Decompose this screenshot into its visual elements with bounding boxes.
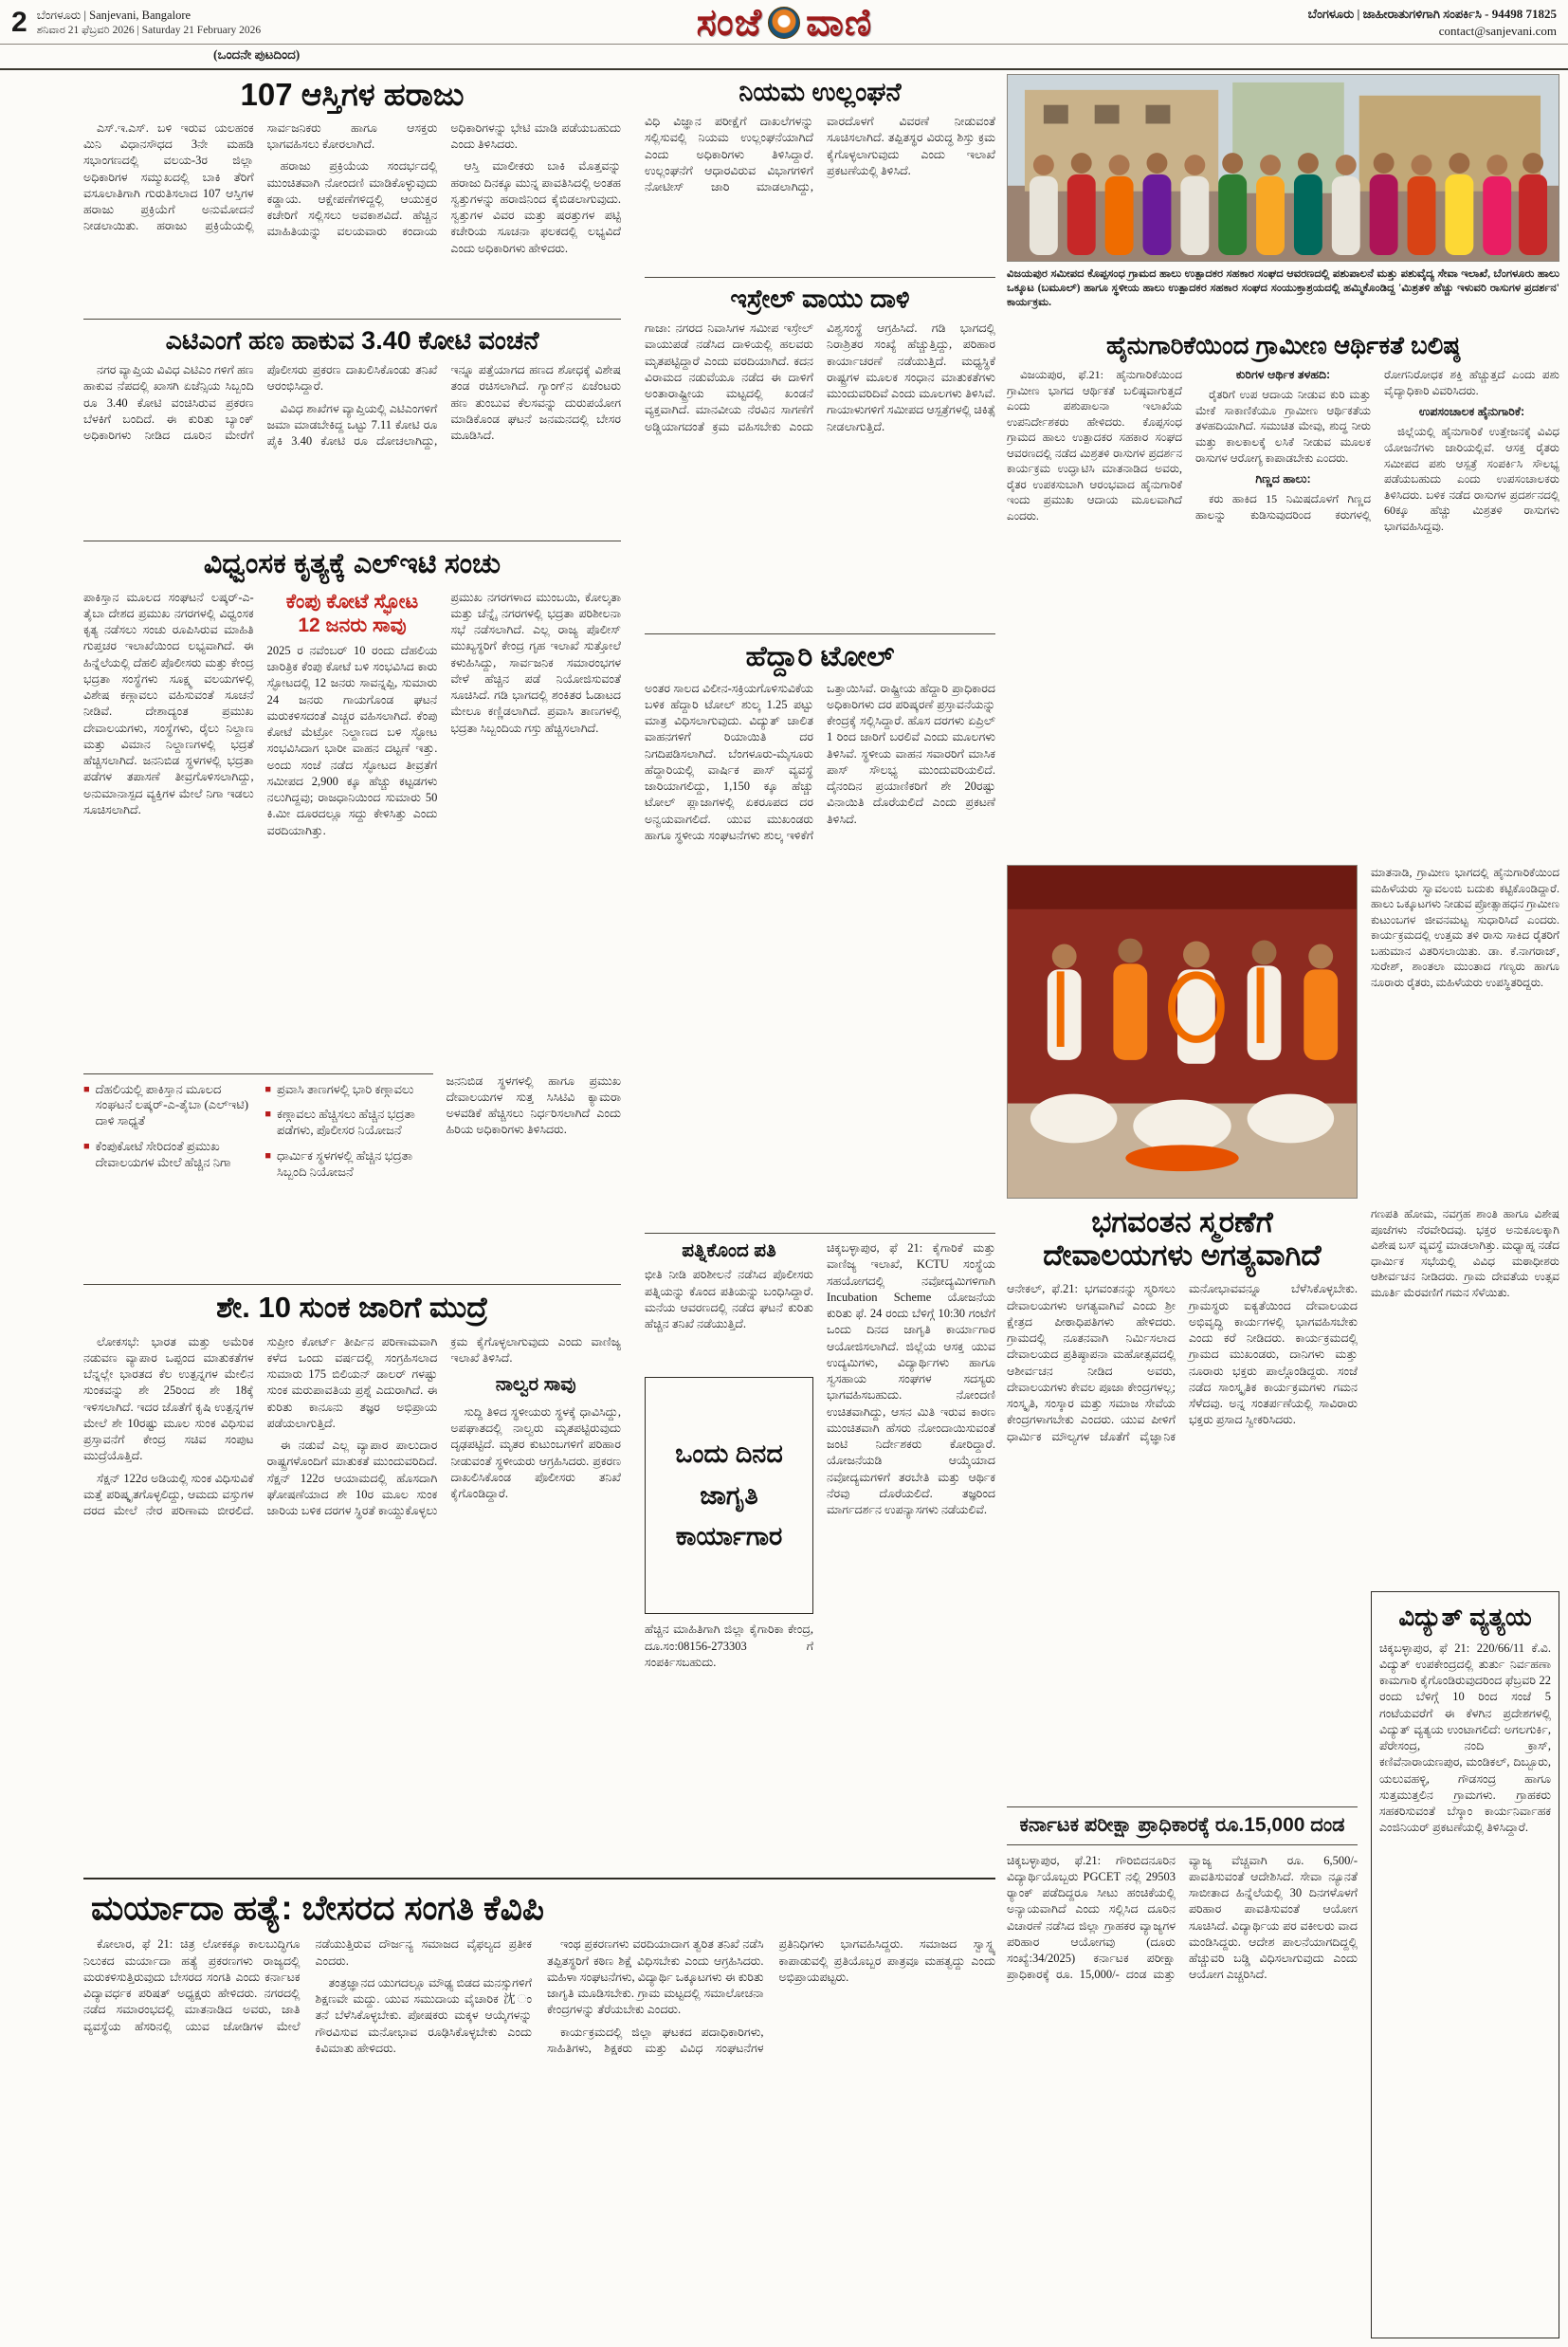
bullet-list-left: [83, 1082, 251, 1273]
dairy-event-photo: [1007, 74, 1559, 262]
body-text: ಕೋಲಾರ, ಫೆ 21: ಚಿತ್ರ ಲೋಕಕ್ಕೂ ಕಾಲಬುದ್ಧಿಗೂ ನಿಲುಕದ ಮರ್ಯಾದಾ ಹತ್ಯೆ ಪ್ರಕರಣಗಳು ರಾಜ್ಯದಲ್ಲಿ ಮರುಕಳಿಸುತ್ತಿರುವುದು ಬೇಸರದ ಸಂಗತಿ ಎಂದು ಕರ್ನಾಟಕ ವಿದ್ಯಾವರ್ಧಕ ಪರಿಷತ್ ಅಧ್ಯಕ್ಷರು ಹೇಳಿದರು. ನಗರದಲ್ಲಿ ನಡೆದ ಸಮಾರಂಭದಲ್ಲಿ ಮಾತನಾಡಿದ ಅವರು, ಜಾತಿ ವ್ಯವಸ್ಥೆಯ ಹೆಸರಿನಲ್ಲಿ ಯುವ ಜೋಡಿಗಳ ಮೇಲೆ ನಡೆಯುತ್ತಿರುವ ದೌರ್ಜನ್ಯ ಸಮಾಜದ ವೈಫಲ್ಯದ ಪ್ರತೀಕ ಎಂದರು.: [83, 1937, 532, 2033]
body-text: ಜನನಿಬಿಡ ಸ್ಥಳಗಳಲ್ಲಿ ಹಾಗೂ ಪ್ರಮುಖ ದೇವಾಲಯಗಳ ಸುತ್ತ ಸಿಸಿಟಿವಿ ಕ್ಯಾಮರಾ ಅಳವಡಿಕೆ ಹೆಚ್ಚಿಸಲು ನಿರ್ಧರಿಸಲಾಗಿದೆ ಎಂದು ಹಿರಿಯ ಅಧಿಕಾರಿಗಳು ತಿಳಿಸಿದರು.: [446, 1073, 621, 1137]
body-text: ವಿಧಿ ವಿಜ್ಞಾನ ಪರೀಕ್ಷೆಗೆ ದಾಖಲೆಗಳನ್ನು ಸಲ್ಲಿಸುವಲ್ಲಿ ನಿಯಮ ಉಲ್ಲಂಘನೆಯಾಗಿದೆ ಎಂದು ಅಧಿಕಾರಿಗಳು ತಿಳಿಸಿದ್ದಾರೆ. ಉಲ್ಲಂಘನೆಗೆ ಆಧಾರವಿರುವ ವಿಭಾಗಗಳಿಗೆ ನೋಟೀಸ್ ಜಾರಿ ಮಾಡಲಾಗಿದ್ದು, ವಾರದೊಳಗೆ ವಿವರಣೆ ನೀಡುವಂತೆ ಸೂಚಿಸಲಾಗಿದೆ. ತಪ್ಪಿತಸ್ಥರ ವಿರುದ್ಧ ಶಿಸ್ತು ಕ್ರಮ ಕೈಗೊಳ್ಳಲಾಗುವುದು ಎಂದು ಇಲಾಖೆ ಪ್ರಕಟಣೆಯಲ್ಲಿ ತಿಳಿಸಿದೆ.: [645, 115, 995, 194]
body-text: ಗಣಪತಿ ಹೋಮ, ನವಗ್ರಹ ಶಾಂತಿ ಹಾಗೂ ವಿಶೇಷ ಪೂಜೆಗಳು ನೆರವೇರಿದವು. ಭಕ್ತರ ಅನುಕೂಲಕ್ಕಾಗಿ ವಿಶೇಷ ಬಸ್ ವ್ಯವಸ್ಥೆ ಮಾಡಲಾಗಿತ್ತು. ಮಧ್ಯಾಹ್ನ ನಡೆದ ಧಾರ್ಮಿಕ ಸಭೆಯಲ್ಲಿ ವಿವಿಧ ಮಠಾಧೀಶರು ಆಶೀರ್ವಚನ ನೀಡಿದರು. ಗ್ರಾಮ ದೇವತೆಯ ಉತ್ಸವ ಮೂರ್ತಿ ಮೆರವಣಿಗೆ ಗಮನ ಸೆಳೆಯಿತು.: [1371, 1207, 1559, 1299]
power-outage-box: [1371, 1591, 1559, 2338]
power-outage-title: ವಿದ್ಯುತ್ ವ್ಯತ್ಯಯ: [1398, 1603, 1532, 1631]
bullet-square-icon: ■: [264, 1109, 271, 1121]
masthead-left: ಸಂಜೆ: [696, 1, 763, 44]
headline-temples: ಭಗವಂತನ ಸ್ಮರಣೆಗೆ ದೇವಾಲಯಗಳು ಅಗತ್ಯವಾಗಿದೆ: [1043, 1205, 1322, 1272]
headline-husband: ಪತ್ನಿಕೊಂದ ಪತಿ: [682, 1240, 776, 1261]
article-atm-fraud: [83, 319, 621, 539]
body-text: ರೈತರಿಗೆ ಉಪ ಆದಾಯ ನೀಡುವ ಕುರಿ ಮತ್ತು ಮೇಕೆ ಸಾಕಾಣಿಕೆಯೂ ಗ್ರಾಮೀಣ ಆರ್ಥಿಕತೆಯ ತಳಹದಿಯಾಗಿದೆ. ಸಮುಚಿತ ಮೇವು, ಶುದ್ಧ ನೀರು ಮತ್ತು ಕಾಲಕಾಲಕ್ಕೆ ಲಸಿಕೆ ನೀಡುವ ಮೂಲಕ ರಾಸುಗಳ ಆರೋಗ್ಯ ಕಾಪಾಡಬೇಕು ಎಂದರು.: [1195, 388, 1371, 465]
body-text: ಪ್ರಮುಖ ನಗರಗಳಾದ ಮುಂಬಯಿ, ಕೋಲ್ಕತಾ ಮತ್ತು ಚೆನ್ನೈ ನಗರಗಳಲ್ಲಿ ಭದ್ರತಾ ಪರಿಶೀಲನಾ ಸಭೆ ನಡೆಸಲಾಗಿದೆ. ಎಲ್ಲ ರಾಜ್ಯ ಪೊಲೀಸ್ ಮುಖ್ಯಸ್ಥರಿಗೆ ಕೇಂದ್ರ ಗೃಹ ಇಲಾಖೆ ಸುತ್ತೋಲೆ ಕಳುಹಿಸಿದ್ದು, ಸಾರ್ವಜನಿಕ ಸಮಾರಂಭಗಳ ವೇಳೆ ಹೆಚ್ಚಿನ ಪಡೆ ನಿಯೋಜಿಸುವಂತೆ ಸೂಚಿಸಿದೆ. ಗಡಿ ಭಾಗದಲ್ಲಿ ಶಂಕಿತರ ಓಡಾಟದ ಮೇಲೂ ಕಣ್ಣಿಡಲಾಗಿದೆ. ಪ್ರವಾಸಿ ತಾಣಗಳಲ್ಲಿ ಭದ್ರತಾ ಸಿಬ್ಬಂದಿಯ ಗಸ್ತು ಹೆಚ್ಚಿಸಲಾಗಿದೆ.: [450, 590, 622, 735]
headline-rule-violation: ನಿಯಮ ಉಲ್ಲಂಘನೆ: [738, 78, 902, 106]
bullet-square-icon: ■: [83, 1083, 90, 1095]
headline-honour-killing: ಮರ್ಯಾದಾ ಹತ್ಯೆ: ಬೇಸರದ ಸಂಗತಿ ಕೆವಿಪಿ: [91, 1888, 544, 1927]
body-text: ನಗರ ವ್ಯಾಪ್ತಿಯ ವಿವಿಧ ಎಟಿಎಂ ಗಳಿಗೆ ಹಣ ಹಾಕುವ ನೆಪದಲ್ಲಿ ಖಾಸಗಿ ಏಜೆನ್ಸಿಯ ಸಿಬ್ಬಂದಿ ರೂ 3.40 ಕೋಟಿ ವಂಚಿಸಿರುವ ಪ್ರಕರಣ ಬೆಳಕಿಗೆ ಬಂದಿದೆ. ಈ ಕುರಿತು ಬ್ಯಾಂಕ್ ಅಧಿಕಾರಿಗಳು ನೀಡಿದ ದೂರಿನ ಮೇರೆಗೆ ಪೊಲೀಸರು ಪ್ರಕರಣ ದಾಖಲಿಸಿಕೊಂಡು ತನಿಖೆ ಆರಂಭಿಸಿದ್ದಾರೆ.: [83, 363, 438, 443]
workshop-box-title: ಕಾರ್ಯಾಗಾರ: [675, 1522, 783, 1551]
temple-photo-graphic: [1008, 866, 1357, 1198]
body-text: ವಿವಿಧ ಶಾಖೆಗಳ ವ್ಯಾಪ್ತಿಯಲ್ಲಿ ಎಟಿಎಂಗಳಿಗೆ ಜಮಾ ಮಾಡಬೇಕಿದ್ದ ಒಟ್ಟು 7.11 ಕೋಟಿ ರೂ ಪೈಕಿ 3.40 ಕೋಟಿ ರೂ ದೋಚಲಾಗಿದ್ದು, ಇನ್ನೂ ಪತ್ತೆಯಾಗದ ಹಣದ ಶೋಧಕ್ಕೆ ವಿಶೇಷ ತಂಡ ರಚಿಸಲಾಗಿದೆ. ಗ್ಯಾಂಗ್‌ನ ಏಜೆಂಟರು ಹಣ ತುಂಬುವ ಕೆಲಸವನ್ನು ದುರುಪಯೋಗ ಮಾಡಿಕೊಂಡ ಘಟನೆ ಜನಮನದಲ್ಲಿ ಬೇಸರ ಮೂಡಿಸಿದೆ.: [266, 363, 621, 449]
headline-exam-fine: ಕರ್ನಾಟಕ ಪರೀಕ್ಷಾ ಪ್ರಾಧಿಕಾರಕ್ಕೆ ರೂ.15,000 ದಂಡ: [1007, 1806, 1358, 1844]
workshop-box-title: ಒಂದು ದಿನದ: [675, 1439, 783, 1468]
right-middle-row: [1007, 865, 1559, 1199]
body-text: ಕರು ಹಾಕಿದ 15 ನಿಮಿಷದೊಳಗೆ ಗಿಣ್ಣದ ಹಾಲನ್ನು ಕುಡಿಸುವುದರಿಂದ ಕರುಗಳಲ್ಲಿ ರೋಗನಿರೋಧಕ ಶಕ್ತಿ ಹೆಚ್ಚುತ್ತದೆ ಎಂದು ಪಶು ವೈದ್ಯಾಧಿಕಾರಿ ವಿವರಿಸಿದರು.: [1195, 368, 1559, 522]
date-line: ಶನಿವಾರ 21 ಫೆಬ್ರವರಿ 2026 | Saturday 21 February 2026: [36, 24, 262, 36]
dairy-photo-caption: ವಿಜಯಪುರ ಸಮೀಪದ ಕೊಪ್ಪಸಂಧ ಗ್ರಾಮದ ಹಾಲು ಉತ್ಪಾದಕರ ಸಹಕಾರ ಸಂಘದ ಆವರಣದಲ್ಲಿ ಪಶುಪಾಲನೆ ಮತ್ತು ಪಶುವೈದ್ಯ ಸೇವಾ ಇಲಾಖೆ, ಬೆಂಗಳೂರು ಹಾಲು ಒಕ್ಕೂಟ (ಬಮೂಲ್) ಹಾಗೂ ಸ್ಥಳೀಯ ಹಾಲು ಉತ್ಪಾದಕರ ಸಹಕಾರ ಸಂಘದ ಸಂಯುಕ್ತಾಶ್ರಯದಲ್ಲಿ ಹಮ್ಮಿಕೊಂಡಿದ್ದ 'ಮಿಶ್ರತಳಿ ಹೆಚ್ಚು ಇಳುವರಿ ರಾಸುಗಳ ಪ್ರದರ್ಶನ' ಕಾರ್ಯಕ್ರಮ.: [1007, 268, 1559, 308]
article-rule-violation: [645, 78, 995, 275]
bullet-item: ಕಣ್ಗಾವಲು ಹೆಚ್ಚಿಸಲು ಹೆಚ್ಚಿನ ಭದ್ರತಾ ಪಡೆಗಳು, ಪೊಲೀಸರ ನಿಯೋಜನೆ: [277, 1107, 415, 1138]
body-text: ಭೀತಿ ನೀಡಿ ಪರಿಶೀಲನೆ ನಡೆಸಿದ ಪೊಲೀಸರು ಪತ್ನಿಯನ್ನು ಕೊಂದ ಪತಿಯನ್ನು ಬಂಧಿಸಿದ್ದಾರೆ. ಮನೆಯ ಆವರಣದಲ್ಲಿ ನಡೆದ ಘಟನೆ ಕುರಿತು ಹೆಚ್ಚಿನ ತನಿಖೆ ನಡೆಯುತ್ತಿದೆ.: [645, 1268, 813, 1331]
body-text: ಹೆಚ್ಚಿನ ಮಾಹಿತಿಗಾಗಿ ಜಿಲ್ಲಾ ಕೈಗಾರಿಕಾ ಕೇಂದ್ರ, ದೂ.ಸಂ:08156-273303 ಗೆ ಸಂಪರ್ಕಿಸಬಹುದು.: [645, 1623, 813, 1669]
article-dairy: [1007, 332, 1559, 859]
article-auction: [83, 78, 621, 317]
subheadline-four-dead: ನಾಲ್ವರ ಸಾವು: [495, 1374, 576, 1396]
article-israel-strike: [645, 277, 995, 632]
bullet-item: ಕೆಂಪುಕೋಟೆ ಸೇರಿದಂತೆ ಪ್ರಮುಖ ದೇವಾಲಯಗಳ ಮೇಲೆ ಹೆಚ್ಚಿನ ನಿಗಾ: [95, 1139, 231, 1170]
subhead-deputy-director: ಉಪಸಂಚಾಲಕ ಹೈನುಗಾರಿಕೆ:: [1418, 405, 1525, 419]
temple-event-photo: [1007, 865, 1358, 1199]
body-text: ಚಿಕ್ಕಬಳ್ಳಾಪುರ, ಫೆ 21: ಕೈಗಾರಿಕೆ ಮತ್ತು ವಾಣಿಜ್ಯ ಇಲಾಖೆ, KCTU ಸಂಸ್ಥೆಯ ಸಹಯೋಗದಲ್ಲಿ ನವೋದ್ಯಮಿಗಳಿಗಾಗಿ Incubation Scheme ಯೋಜನೆಯ ಕುರಿತು ಫೆ. 24 ರಂದು ಬೆಳಿಗ್ಗೆ 10:30 ಗಂಟೆಗೆ ಒಂದು ದಿನದ ಜಾಗೃತಿ ಕಾರ್ಯಾಗಾರ ಆಯೋಜಿಸಲಾಗಿದೆ. ಜಿಲ್ಲೆಯ ಆಸಕ್ತ ಯುವ ಉದ್ಯಮಿಗಳು, ವಿದ್ಯಾರ್ಥಿಗಳು ಹಾಗೂ ಸ್ವಸಹಾಯ ಸಂಘಗಳ ಸದಸ್ಯರು ಭಾಗವಹಿಸಬಹುದು. ನೋಂದಣಿ ಉಚಿತವಾಗಿದ್ದು, ಆಸನ ಮಿತಿ ಇರುವ ಕಾರಣ ಮುಂಚಿತವಾಗಿ ಹೆಸರು ನೋಂದಾಯಿಸುವಂತೆ ಜಂಟಿ ನಿರ್ದೇಶಕರು ಕೋರಿದ್ದಾರೆ. ಯೋಜನೆಯಡಿ ಆಯ್ಕೆಯಾದ ನವೋದ್ಯಮಗಳಿಗೆ ತರಬೇತಿ ಮತ್ತು ಆರ್ಥಿಕ ನೆರವು ದೊರೆಯಲಿದೆ. ತಜ್ಞರಿಂದ ಮಾರ್ಗದರ್ಶನ ಉಪನ್ಯಾಸಗಳು ನಡೆಯಲಿವೆ.: [827, 1241, 995, 1516]
body-text: ಕಾರ್ಯಕ್ರಮದಲ್ಲಿ ಜಿಲ್ಲಾ ಘಟಕದ ಪದಾಧಿಕಾರಿಗಳು, ಸಾಹಿತಿಗಳು, ಶಿಕ್ಷಕರು ಮತ್ತು ವಿವಿಧ ಸಂಘಟನೆಗಳ ಪ್ರತಿನಿಧಿಗಳು ಭಾಗವಹಿಸಿದ್ದರು. ಸಮಾಜದ ಸ್ವಾಸ್ಥ್ಯ ಕಾಪಾಡುವಲ್ಲಿ ಪ್ರತಿಯೊಬ್ಬರ ಪಾತ್ರವೂ ಮಹತ್ವದ್ದು ಎಂದು ಅಭಿಪ್ರಾಯಪಟ್ಟರು.: [547, 1937, 995, 2055]
header-rule: [0, 44, 1568, 45]
body-text: ಆಸ್ತಿ ಮಾಲೀಕರು ಬಾಕಿ ಮೊತ್ತವನ್ನು ಹರಾಜು ದಿನಕ್ಕೂ ಮುನ್ನ ಪಾವತಿಸಿದಲ್ಲಿ ಅಂತಹ ಸ್ವತ್ತುಗಳನ್ನು ಹರಾಜಿನಿಂದ ಕೈಬಿಡಲಾಗುವುದು. ಸ್ವತ್ತುಗಳ ವಿವರ ಮತ್ತು ಷರತ್ತುಗಳ ಪಟ್ಟಿ ಕಚೇರಿಯ ಸೂಚನಾ ಫಲಕದಲ್ಲಿ ಲಭ್ಯವಿದೆ ಎಂದು ಅಧಿಕಾರಿಗಳು ಹೇಳಿದರು.: [450, 159, 621, 255]
article-highway-toll: [645, 633, 995, 1231]
body-text: ವಿಜಯಪುರ, ಫೆ.21: ಹೈನುಗಾರಿಕೆಯಿಂದ ಗ್ರಾಮೀಣ ಭಾಗದ ಆರ್ಥಿಕತೆ ಬಲಿಷ್ಠವಾಗುತ್ತದೆ ಎಂದು ಪಶುಪಾಲನಾ ಇಲಾಖೆಯ ಉಪನಿರ್ದೇಶಕರು ಹೇಳಿದರು. ಕೊಪ್ಪಸಂಧ ಗ್ರಾಮದ ಹಾಲು ಉತ್ಪಾದಕರ ಸಹಕಾರ ಸಂಘದ ಆವರಣದಲ್ಲಿ ನಡೆದ ಮಿಶ್ರತಳಿ ರಾಸುಗಳ ಪ್ರದರ್ಶನ ಕಾರ್ಯಕ್ರಮ ಉದ್ಘಾಟಿಸಿ ಮಾತನಾಡಿದ ಅವರು, ರೈತರ ಉಪಕಸುಬಾಗಿ ಆರಂಭವಾದ ಹೈನುಗಾರಿಕೆ ಇಂದು ಪ್ರಮುಖ ಆದಾಯ ಮೂಲವಾಗಿದೆ ಎಂದರು.: [1007, 368, 1182, 523]
page-header: [11, 1, 1557, 44]
article-tariff: [83, 1284, 621, 1876]
headline-atm-fraud: ಎಟಿಎಂಗೆ ಹಣ ಹಾಕುವ 3.40 ಕೋಟಿ ವಂಚನೆ: [165, 326, 539, 355]
bullet-square-icon: ■: [264, 1150, 271, 1163]
body-text: ಪಾಕಿಸ್ತಾನ ಮೂಲದ ಸಂಘಟನೆ ಲಷ್ಕರ್-ಎ-ತೈಬಾ ದೇಶದ ಪ್ರಮುಖ ನಗರಗಳಲ್ಲಿ ವಿಧ್ವಂಸಕ ಕೃತ್ಯ ನಡೆಸಲು ಸಂಚು ರೂಪಿಸಿರುವ ಮಾಹಿತಿ ಗುಪ್ತಚರ ಇಲಾಖೆಯಿಂದ ಲಭ್ಯವಾಗಿದೆ. ಈ ಹಿನ್ನೆಲೆಯಲ್ಲಿ ದೆಹಲಿ ಪೊಲೀಸರು ಮತ್ತು ಕೇಂದ್ರ ಭದ್ರತಾ ಸಂಸ್ಥೆಗಳು ಸೂಕ್ಷ್ಮ ವಲಯಗಳಲ್ಲಿ ವಿಶೇಷ ಕಣ್ಗಾವಲು ವಹಿಸುವಂತೆ ಸೂಚನೆ ನೀಡಿವೆ. ದೇಶಾದ್ಯಂತ ಪ್ರಮುಖ ದೇವಾಲಯಗಳು, ಸಂಸ್ಥೆಗಳು, ರೈಲು ನಿಲ್ದಾಣ ಮತ್ತು ವಿಮಾನ ನಿಲ್ದಾಣಗಳಲ್ಲಿ ಭದ್ರತೆ ಹೆಚ್ಚಿಸಲಾಗಿದೆ. ಜನನಿಬಿಡ ಸ್ಥಳಗಳಲ್ಲಿ ಭದ್ರತಾ ಪಡೆಗಳ ತಪಾಸಣೆ ತೀವ್ರಗೊಳಿಸಲಾಗಿದ್ದು, ಅನುಮಾನಾಸ್ಪದ ವ್ಯಕ್ತಿಗಳ ಮೇಲೆ ನಿಗಾ ಇಡಲು ಸೂಚಿಸಲಾಗಿದೆ.: [83, 590, 254, 816]
body-text: ಈ ನಡುವೆ ಎಲ್ಲ ವ್ಯಾಪಾರ ಪಾಲುದಾರ ರಾಷ್ಟ್ರಗಳೊಂದಿಗೆ ಮಾತುಕತೆ ಮುಂದುವರಿದಿದೆ. ಸೆಕ್ಷನ್ 122ರ ಆಯಾಮದಲ್ಲಿ ಹೊಸದಾಗಿ ಘೋಷಣೆಯಾದ ಶೇ 10ರ ಮೂಲ ಸುಂಕ ಜಾರಿಯ ಬಳಿಕ ದರಗಳ ಸ್ಥಿರತೆ ಕಾಯ್ದುಕೊಳ್ಳಲು ಕ್ರಮ ಕೈಗೊಳ್ಳಲಾಗುವುದು ಎಂದು ವಾಣಿಜ್ಯ ಇಲಾಖೆ ತಿಳಿಸಿದೆ.: [266, 1334, 621, 1518]
body-text: ಸೆಕ್ಷನ್ 122ರ ಅಡಿಯಲ್ಲಿ ಸುಂಕ ವಿಧಿಸುವಿಕೆ ಮತ್ತೆ ಪರಿಷ್ಕೃತಗೊಳ್ಳಲಿದ್ದು, ಆಮದು ವಸ್ತುಗಳ ದರದ ಮೇಲೆ ನೇರ ಪರಿಣಾಮ ಬೀರಲಿದೆ. ಸುಪ್ರೀಂ ಕೋರ್ಟ್ ತೀರ್ಪಿನ ಪರಿಣಾಮವಾಗಿ ಕಳೆದ ಒಂದು ವರ್ಷದಲ್ಲಿ ಸಂಗ್ರಹಿಸಲಾದ ಸುಮಾರು 175 ಬಿಲಿಯನ್ ಡಾಲರ್ ಗಳಷ್ಟು ಸುಂಕ ಮರುಪಾವತಿಯ ಪ್ರಶ್ನೆ ಎದುರಾಗಿದೆ. ಈ ಕುರಿತು ಕಾನೂನು ತಜ್ಞರ ಅಭಿಪ್ರಾಯ ಪಡೆಯಲಾಗುತ್ತಿದೆ.: [83, 1334, 438, 1518]
workshop-box: [645, 1377, 813, 1614]
dairy-photo-graphic: [1008, 75, 1559, 261]
body-text: ತಂತ್ರಜ್ಞಾನದ ಯುಗದಲ್ಲೂ ಮೌಢ್ಯ ಬಿಡದ ಮನಸ್ಸುಗಳಿಗೆ ಶಿಕ್ಷಣವೇ ಮದ್ದು. ಯುವ ಸಮುದಾಯ ವೈಚಾರಿಕ 沈ಂತನೆ ಬೆಳೆಸಿಕೊಳ್ಳಬೇಕು. ಪೋಷಕರು ಮಕ್ಕಳ ಆಯ್ಕೆಗಳನ್ನು ಗೌರವಿಸುವ ಮನೋಭಾವ ರೂಢಿಸಿಕೊಳ್ಳಬೇಕು ಎಂದು ಕಿವಿಮಾತು ಹೇಳಿದರು.: [315, 1975, 532, 2055]
headline-israel-strike: ಇಸ್ರೇಲ್ ವಾಯು ದಾಳಿ: [730, 284, 910, 313]
middle-bottom-row: [645, 1233, 995, 1874]
subhead-sheep-economy: ಕುರಿಗಳ ಆರ್ಥಿಕ ತಳಹದಿ:: [1235, 368, 1331, 382]
headline-highway-toll: ಹೆದ್ದಾರಿ ಟೋಲ್: [745, 641, 895, 672]
body-text: ಜಿಲ್ಲೆಯಲ್ಲಿ ಹೈನುಗಾರಿಕೆ ಉತ್ತೇಜನಕ್ಕೆ ವಿವಿಧ ಯೋಜನೆಗಳು ಜಾರಿಯಲ್ಲಿವೆ. ಆಸಕ್ತ ರೈತರು ಸಮೀಪದ ಪಶು ಆಸ್ಪತ್ರೆ ಸಂಪರ್ಕಿಸಿ ಸೌಲಭ್ಯ ಪಡೆಯಬಹುದು ಎಂದು ಉಪಸಂಚಾಲಕರು ತಿಳಿಸಿದರು. ಬಳಿಕ ನಡೆದ ರಾಸುಗಳ ಪ್ರದರ್ಶನದಲ್ಲಿ 60ಕ್ಕೂ ಹೆಚ್ಚು ಮಿಶ್ರತಳಿ ರಾಸುಗಳು ಭಾಗವಹಿಸಿದ್ದವು.: [1384, 425, 1559, 533]
body-text: 2025 ರ ನವೆಂಬರ್ 10 ರಂದು ದೆಹಲಿಯ ಚಾರಿತ್ರಿಕ ಕೆಂಪು ಕೋಟೆ ಬಳಿ ಸಂಭವಿಸಿದ ಕಾರು ಸ್ಫೋಟದಲ್ಲಿ 12 ಜನರು ಸಾವನ್ನಪ್ಪಿ, ಸುಮಾರು 24 ಜನರು ಗಾಯಗೊಂಡ ಘಟನೆ ಮರುಕಳಿಸದಂತೆ ಎಚ್ಚರ ವಹಿಸಲಾಗಿದೆ. ಕೆಂಪು ಕೋಟೆ ಮೆಟ್ರೋ ನಿಲ್ದಾಣದ ಬಳಿ ಸ್ಫೋಟ ಸಂಭವಿಸಿದಾಗ ಭಾರೀ ವಾಹನ ದಟ್ಟಣೆ ಇತ್ತು. ಅಂದು ಸಂಜೆ ನಡೆದ ಸ್ಫೋಟದ ತೀವ್ರತೆಗೆ ಸಮೀಪದ 2,900 ಕ್ಕೂ ಹೆಚ್ಚು ಕಟ್ಟಡಗಳು ನಲುಗಿದ್ದವು; ರಾಜಧಾನಿಯಿಂದ ಸುಮಾರು 50 ಕಿ.ಮೀ ದೂರದಲ್ಲೂ ಸದ್ದು ಕೇಳಿಸಿತ್ತು ಎಂದು ವರದಿಯಾಗಿತ್ತು.: [266, 643, 438, 837]
body-text: ಆನೇಕಲ್, ಫೆ.21: ಭಗವಂತನನ್ನು ಸ್ಮರಿಸಲು ದೇವಾಲಯಗಳು ಅಗತ್ಯವಾಗಿವೆ ಎಂದು ಶ್ರೀ ಕ್ಷೇತ್ರದ ಪೀಠಾಧಿಪತಿಗಳು ಹೇಳಿದರು. ಗ್ರಾಮದಲ್ಲಿ ನೂತನವಾಗಿ ನಿರ್ಮಿಸಲಾದ ದೇವಾಲಯದ ಪ್ರತಿಷ್ಠಾಪನಾ ಮಹೋತ್ಸವದಲ್ಲಿ ಆಶೀರ್ವಚನ ನೀಡಿದ ಅವರು, ದೇವಾಲಯಗಳು ಕೇವಲ ಪೂಜಾ ಕೇಂದ್ರಗಳಲ್ಲ; ಸಂಸ್ಕೃತಿ, ಸಂಸ್ಕಾರ ಮತ್ತು ಸಮಾಜ ಸೇವೆಯ ಕೇಂದ್ರಗಳಾಗಬೇಕು ಎಂದರು. ಯುವ ಪೀಳಿಗೆ ಧಾರ್ಮಿಕ ಮೌಲ್ಯಗಳ ಜೊತೆಗೆ ವೈಜ್ಞಾನಿಕ ಮನೋಭಾವವನ್ನೂ ಬೆಳೆಸಿಕೊಳ್ಳಬೇಕು. ಗ್ರಾಮಸ್ಥರು ಐಕ್ಯತೆಯಿಂದ ದೇವಾಲಯದ ಅಭಿವೃದ್ಧಿ ಕಾರ್ಯಗಳಲ್ಲಿ ಭಾಗವಹಿಸಬೇಕು ಎಂದು ಕರೆ ನೀಡಿದರು. ಕಾರ್ಯಕ್ರಮದಲ್ಲಿ ಗ್ರಾಮದ ಮುಖಂಡರು, ದಾನಿಗಳು ಮತ್ತು ನೂರಾರು ಭಕ್ತರು ಪಾಲ್ಗೊಂಡಿದ್ದರು. ಸಂಜೆ ನಡೆದ ಸಾಂಸ್ಕೃತಿಕ ಕಾರ್ಯಕ್ರಮಗಳು ಗಮನ ಸೆಳೆದವು. ಅನ್ನ ಸಂತರ್ಪಣೆಯಲ್ಲಿ ಸಾವಿರಾರು ಭಕ್ತರು ಪ್ರಸಾದ ಸ್ವೀಕರಿಸಿದರು.: [1007, 1282, 1358, 1443]
bullet-item: ದೆಹಲಿಯಲ್ಲಿ ಪಾಕಿಸ್ತಾನ ಮೂಲದ ಸಂಘಟನೆ ಲಷ್ಕರ್-ಎ-ತೈಬಾ (ಎಲ್‌ಇಟಿ) ದಾಳಿ ಸಾಧ್ಯತೆ: [95, 1081, 249, 1128]
security-bullet-lists: [83, 1073, 433, 1273]
redfort-blast-subhead: ಕೆಂಪು ಕೋಟೆ ಸ್ಫೋಟ 12 ಜನರು ಸಾವು: [285, 590, 419, 636]
headline-dairy: ಹೈನುಗಾರಿಕೆಯಿಂದ ಗ್ರಾಮೀಣ ಆರ್ಥಿಕತೆ ಬಲಿಷ್ಠ: [1105, 331, 1461, 359]
workshop-box-title: ಜಾಗೃತಿ: [700, 1480, 758, 1510]
subhead-colostrum: ಗಿಣ್ಣದ ಹಾಲು:: [1255, 472, 1311, 486]
article-let-conspiracy: [83, 541, 621, 1282]
masthead-logo-icon: [768, 7, 800, 39]
body-text: ಸುದ್ದಿ ತಿಳಿದ ಸ್ಥಳೀಯರು ಸ್ಥಳಕ್ಕೆ ಧಾವಿಸಿದ್ದು, ಅಪಘಾತದಲ್ಲಿ ನಾಲ್ವರು ಮೃತಪಟ್ಟಿರುವುದು ದೃಢಪಟ್ಟಿದೆ. ಮೃತರ ಕುಟುಂಬಗಳಿಗೆ ಪರಿಹಾರ ನೀಡುವಂತೆ ಸ್ಥಳೀಯರು ಆಗ್ರಹಿಸಿದರು. ಪ್ರಕರಣ ದಾಖಲಿಸಿಕೊಂಡ ಪೊಲೀಸರು ತನಿಖೆ ಕೈಗೊಂಡಿದ್ದಾರೆ.: [450, 1404, 621, 1501]
body-text: ಮಾತನಾಡಿ, ಗ್ರಾಮೀಣ ಭಾಗದಲ್ಲಿ ಹೈನುಗಾರಿಕೆಯಿಂದ ಮಹಿಳೆಯರು ಸ್ವಾವಲಂಬಿ ಬದುಕು ಕಟ್ಟಿಕೊಂಡಿದ್ದಾರೆ. ಹಾಲು ಒಕ್ಕೂಟಗಳು ನೀಡುವ ಪ್ರೋತ್ಸಾಹಧನ ಗ್ರಾಮೀಣ ಕುಟುಂಬಗಳ ಜೀವನಮಟ್ಟ ಸುಧಾರಿಸಿದೆ ಎಂದರು. ಕಾರ್ಯಕ್ರಮದಲ್ಲಿ ಉತ್ತಮ ತಳಿ ರಾಸು ಸಾಕಿದ ರೈತರಿಗೆ ಬಹುಮಾನ ವಿತರಿಸಲಾಯಿತು. ಡಾ. ಕೆ.ನಾಗರಾಜ್, ಸುರೇಶ್, ಶಾಂತಲಾ ಮುಂತಾದ ಗಣ್ಯರು ಹಾಗೂ ನೂರಾರು ರೈತರು, ಮಹಿಳೆಯರು ಉಪಸ್ಥಿತರಿದ್ದರು.: [1371, 866, 1559, 989]
headline-let-conspiracy: ವಿಧ್ವಂಸಕ ಕೃತ್ಯಕ್ಕೆ ಎಲ್‌ಇಟಿ ಸಂಚು: [203, 548, 501, 579]
headline-tariff: ಶೇ. 10 ಸುಂಕ ಜಾರಿಗೆ ಮುದ್ರೆ: [216, 1291, 488, 1324]
body-text: ಇಂಥ ಪ್ರಕರಣಗಳು ವರದಿಯಾದಾಗ ತ್ವರಿತ ತನಿಖೆ ನಡೆಸಿ ತಪ್ಪಿತಸ್ಥರಿಗೆ ಕಠಿಣ ಶಿಕ್ಷೆ ವಿಧಿಸಬೇಕು ಎಂದು ಆಗ್ರಹಿಸಿದರು. ಮಹಿಳಾ ಸಂಘಟನೆಗಳು, ವಿದ್ಯಾರ್ಥಿ ಒಕ್ಕೂಟಗಳು ಈ ಕುರಿತು ಜಾಗೃತಿ ಮೂಡಿಸಬೇಕು. ಗ್ರಾಮ ಮಟ್ಟದಲ್ಲಿ ಸಮಾಲೋಚನಾ ಕೇಂದ್ರಗಳನ್ನು ತೆರೆಯಬೇಕು ಎಂದರು.: [547, 1937, 764, 2017]
edition-line: ಬೆಂಗಳೂರು | Sanjevani, Bangalore: [36, 8, 191, 22]
right-bottom-row: [1007, 1206, 1559, 2338]
body-text: ಅಂತರ ಸಾಲದ ವಿಲೀನ-ಸಕ್ರಿಯಗೊಳಿಸುವಿಕೆಯ ಬಳಿಕ ಹೆದ್ದಾರಿ ಟೋಲ್ ಶುಲ್ಕ 1.25 ಪಟ್ಟು ಮಾತ್ರ ವಿಧಿಸಲಾಗುವುದು. ವಿದ್ಯುತ್ ಚಾಲಿತ ವಾಹನಗಳಿಗೆ ರಿಯಾಯಿತಿ ದರ ನಿಗದಿಪಡಿಸಲಾಗಿದೆ. ಬೆಂಗಳೂರು-ಮೈಸೂರು ಹೆದ್ದಾರಿಯಲ್ಲಿ ವಾರ್ಷಿಕ ಪಾಸ್ ವ್ಯವಸ್ಥೆ ಜಾರಿಯಾಗಲಿದ್ದು, 1,150 ಕ್ಕೂ ಹೆಚ್ಚು ಟೋಲ್ ಪ್ಲಾಜಾಗಳಲ್ಲಿ ಏಕರೂಪದ ದರ ಅನ್ವಯವಾಗಲಿದೆ. ಯುವ ಮುಖಂಡರು ಹಾಗೂ ಸ್ಥಳೀಯ ಸಂಘಟನೆಗಳು ಶುಲ್ಕ ಇಳಿಕೆಗೆ ಒತ್ತಾಯಿಸಿವೆ. ರಾಷ್ಟ್ರೀಯ ಹೆದ್ದಾರಿ ಪ್ರಾಧಿಕಾರದ ಅಧಿಕಾರಿಗಳು ದರ ಪರಿಷ್ಕರಣೆ ಪ್ರಸ್ತಾವನೆಯನ್ನು ಕೇಂದ್ರಕ್ಕೆ ಸಲ್ಲಿಸಿದ್ದಾರೆ. ಹೊಸ ದರಗಳು ಏಪ್ರಿಲ್ 1 ರಿಂದ ಜಾರಿಗೆ ಬರಲಿವೆ ಎಂದು ಮೂಲಗಳು ತಿಳಿಸಿವೆ. ಸ್ಥಳೀಯ ವಾಹನ ಸವಾರರಿಗೆ ಮಾಸಿಕ ಪಾಸ್ ಸೌಲಭ್ಯ ಮುಂದುವರಿಯಲಿದೆ. ದೈನಂದಿನ ಪ್ರಯಾಣಿಕರಿಗೆ ಶೇ 20ರಷ್ಟು ವಿನಾಯಿತಿ ದೊರೆಯಲಿದೆ ಎಂದು ಪ್ರಕಟಣೆ ತಿಳಿಸಿದೆ.: [645, 681, 995, 842]
bullet-item: ಧಾರ್ಮಿಕ ಸ್ಥಳಗಳಲ್ಲಿ ಹೆಚ್ಚಿನ ಭದ್ರತಾ ಸಿಬ್ಬಂದಿ ನಿಯೋಜನೆ: [277, 1148, 413, 1180]
bullet-list-right: [264, 1082, 432, 1273]
bullet-square-icon: ■: [264, 1083, 271, 1095]
bullet-square-icon: ■: [83, 1141, 90, 1153]
body-text: ಹರಾಜು ಪ್ರಕ್ರಿಯೆಯ ಸಂದರ್ಭದಲ್ಲಿ ಮುಂಚಿತವಾಗಿ ನೋಂದಣಿ ಮಾಡಿಕೊಳ್ಳುವುದು ಕಡ್ಡಾಯ. ಆಕ್ಷೇಪಣೆಗಳಿದ್ದಲ್ಲಿ ಆಯುಕ್ತರ ಕಚೇರಿಗೆ ಸಲ್ಲಿಸಲು ಅವಕಾಶವಿದೆ. ಹೆಚ್ಚಿನ ಮಾಹಿತಿಯನ್ನು ವಲಯವಾರು ಕಂದಾಯ ಅಧಿಕಾರಿಗಳನ್ನು ಭೇಟಿ ಮಾಡಿ ಪಡೆಯಬಹುದು ಎಂದು ತಿಳಿಸಿದರು.: [266, 120, 621, 239]
body-text: ಗಾಜಾ: ನಗರದ ನಿವಾಸಿಗಳ ಸಮೀಪ ಇಸ್ರೇಲ್ ವಾಯುಪಡೆ ನಡೆಸಿದ ದಾಳಿಯಲ್ಲಿ ಹಲವರು ಮೃತಪಟ್ಟಿದ್ದಾರೆ ಎಂದು ವರದಿಯಾಗಿದೆ. ಕದನ ವಿರಾಮದ ನಡುವೆಯೂ ನಡೆದ ಈ ದಾಳಿಗೆ ಅಂತಾರಾಷ್ಟ್ರೀಯ ಮಟ್ಟದಲ್ಲಿ ಖಂಡನೆ ವ್ಯಕ್ತವಾಗಿದೆ. ಮಾನವೀಯ ನೆರವಿನ ಸಾಗಣೆಗೆ ಅಡ್ಡಿಯಾಗದಂತೆ ಕ್ರಮ ವಹಿಸಬೇಕು ಎಂದು ವಿಶ್ವಸಂಸ್ಥೆ ಆಗ್ರಹಿಸಿದೆ. ಗಡಿ ಭಾಗದಲ್ಲಿ ನಿರಾಶ್ರಿತರ ಸಂಖ್ಯೆ ಹೆಚ್ಚುತ್ತಿದ್ದು, ಪರಿಹಾರ ಕಾರ್ಯಾಚರಣೆ ನಡೆಯುತ್ತಿದೆ. ಮಧ್ಯಸ್ಥಿಕೆ ರಾಷ್ಟ್ರಗಳ ಮೂಲಕ ಸಂಧಾನ ಮಾತುಕತೆಗಳು ಮುಂದುವರಿದಿವೆ ಎಂದು ಮೂಲಗಳು ತಿಳಿಸಿವೆ. ಗಾಯಾಳುಗಳಿಗೆ ಸಮೀಪದ ಆಸ್ಪತ್ರೆಗಳಲ್ಲಿ ಚಿಕಿತ್ಸೆ ನೀಡಲಾಗುತ್ತಿದೆ.: [645, 321, 995, 433]
body-text: ಎಸ್.ಇ.ಎಸ್. ಬಳಿ ಇರುವ ಯಲಹಂಕ ಮಿನಿ ವಿಧಾನಸೌಧದ 3ನೇ ಮಹಡಿ ಸಭಾಂಗಣದಲ್ಲಿ ವಲಯ-3ರ ಜಿಲ್ಲಾ ಅಧಿಕಾರಿಗಳ ಸಮ್ಮುಖದಲ್ಲಿ ಬಾಕಿ ತೆರಿಗೆ ವಸೂಲಾತಿಗಾಗಿ ಗುರುತಿಸಲಾದ 107 ಆಸ್ತಿಗಳ ಹರಾಜು ಪ್ರಕ್ರಿಯೆಗೆ ಅನುಮೋದನೆ ನೀಡಲಾಯಿತು. ಹರಾಜು ಪ್ರಕ್ರಿಯೆಯಲ್ಲಿ ಸಾರ್ವಜನಿಕರು ಹಾಗೂ ಆಸಕ್ತರು ಭಾಗವಹಿಸಲು ಕೋರಲಾಗಿದೆ.: [83, 120, 438, 233]
header-rule-2: [0, 68, 1568, 70]
headline-auction: 107 ಆಸ್ತಿಗಳ ಹರಾಜು: [240, 77, 465, 112]
body-text: ಚಿಕ್ಕಬಳ್ಳಾಪುರ, ಫೆ 21: 220/66/11 ಕೆ.ವಿ. ವಿದ್ಯುತ್ ಉಪಕೇಂದ್ರದಲ್ಲಿ ತುರ್ತು ನಿರ್ವಹಣಾ ಕಾಮಗಾರಿ ಕೈಗೊಂಡಿರುವುದರಿಂದ ಫೆಬ್ರವರಿ 22 ರಂದು ಬೆಳಿಗ್ಗೆ 10 ರಿಂದ ಸಂಜೆ 5 ಗಂಟೆಯವರೆಗೆ ಈ ಕೆಳಗಿನ ಪ್ರದೇಶಗಳಲ್ಲಿ ವಿದ್ಯುತ್ ವ್ಯತ್ಯಯ ಉಂಟಾಗಲಿದೆ: ಅಗಲಗುರ್ಕಿ, ಪೆರೇಸಂದ್ರ, ನಂದಿ ಕ್ರಾಸ್, ಕಣಿವೆನಾರಾಯಣಪುರ, ಮಂಡಿಕಲ್, ದಿಬ್ಬೂರು, ಯಲುವಹಳ್ಳಿ, ಗೌಡಸಂದ್ರ ಹಾಗೂ ಸುತ್ತಮುತ್ತಲಿನ ಗ್ರಾಮಗಳು. ಗ್ರಾಹಕರು ಸಹಕರಿಸುವಂತೆ ಬೆಸ್ಕಾಂ ಕಾರ್ಯನಿರ್ವಾಹಕ ಎಂಜಿನಿಯರ್ ಪ್ರಕಟಣೆಯಲ್ಲಿ ತಿಳಿಸಿದ್ದಾರೆ.: [1379, 1641, 1551, 1835]
bullet-item: ಪ್ರವಾಸಿ ತಾಣಗಳಲ್ಲಿ ಭಾರಿ ಕಣ್ಗಾವಲು: [277, 1081, 414, 1096]
body-text: ಲೋಕಸಭೆ: ಭಾರತ ಮತ್ತು ಅಮೆರಿಕ ನಡುವಣ ವ್ಯಾಪಾರ ಒಪ್ಪಂದ ಮಾತುಕತೆಗಳ ಬೆನ್ನಲ್ಲೇ ಭಾರತದ ಕೆಲ ಉತ್ಪನ್ನಗಳ ಮೇಲಿನ ಸುಂಕವನ್ನು ಶೇ 25ರಿಂದ ಶೇ 18ಕ್ಕೆ ಇಳಿಸಲಾಗಿದೆ. ಇದರ ಜೊತೆಗೆ ಕೃಷಿ ಉತ್ಪನ್ನಗಳ ಮೇಲೆ ಶೇ 10ರಷ್ಟು ಮೂಲ ಸುಂಕ ವಿಧಿಸುವ ಪ್ರಸ್ತಾವನೆಗೆ ಕೇಂದ್ರ ಸಚಿವ ಸಂಪುಟ ಮುದ್ರೆಯೊತ್ತಿದೆ.: [83, 1334, 254, 1463]
masthead-right: ವಾಣಿ: [806, 1, 873, 44]
continuation-note: (ಒಂದನೇ ಪುಟದಿಂದ): [213, 47, 301, 62]
page-number: 2: [11, 7, 27, 38]
body-text: ಚಿಕ್ಕಬಳ್ಳಾಪುರ, ಫೆ.21: ಗೌರಿಬಿದನೂರಿನ ವಿದ್ಯಾರ್ಥಿಯೊಬ್ಬರು PGCET ನಲ್ಲಿ 29503 ರ‍್ಯಾಂಕ್ ಪಡೆದಿದ್ದರೂ ಸೀಟು ಹಂಚಿಕೆಯಲ್ಲಿ ಅನ್ಯಾಯವಾಗಿದೆ ಎಂದು ಸಲ್ಲಿಸಿದ ದೂರಿನ ವಿಚಾರಣೆ ನಡೆಸಿದ ಜಿಲ್ಲಾ ಗ್ರಾಹಕರ ವ್ಯಾಜ್ಯಗಳ ಪರಿಹಾರ ಆಯೋಗವು (ದೂರು ಸಂಖ್ಯೆ:34/2025) ಕರ್ನಾಟಕ ಪರೀಕ್ಷಾ ಪ್ರಾಧಿಕಾರಕ್ಕೆ ರೂ. 15,000/- ದಂಡ ಮತ್ತು ವ್ಯಾಜ್ಯ ವೆಚ್ಚವಾಗಿ ರೂ. 6,500/- ಪಾವತಿಸುವಂತೆ ಆದೇಶಿಸಿದೆ. ಸೇವಾ ನ್ಯೂನತೆ ಸಾಬೀತಾದ ಹಿನ್ನೆಲೆಯಲ್ಲಿ 30 ದಿನಗಳೊಳಗೆ ಪರಿಹಾರ ಪಾವತಿಸುವಂತೆ ಆಯೋಗ ಸೂಚಿಸಿದೆ. ವಿದ್ಯಾರ್ಥಿಯ ಪರ ವಕೀಲರು ವಾದ ಮಂಡಿಸಿದ್ದರು. ಆದೇಶ ಪಾಲನೆಯಾಗದಿದ್ದಲ್ಲಿ ಹೆಚ್ಚುವರಿ ಬಡ್ಡಿ ವಿಧಿಸಲಾಗುವುದು ಎಂದು ಆಯೋಗ ಎಚ್ಚರಿಸಿದೆ.: [1007, 1853, 1358, 1982]
contact-email: contact@sanjevani.com: [1438, 24, 1557, 38]
article-honour-killing: [83, 1878, 995, 2340]
masthead: [697, 2, 873, 45]
advert-contact: ಬೆಂಗಳೂರು | ಜಾಹೀರಾತುಗಳಿಗಾಗಿ ಸಂಪರ್ಕಿಸಿ - 94498 71825: [1307, 6, 1557, 21]
